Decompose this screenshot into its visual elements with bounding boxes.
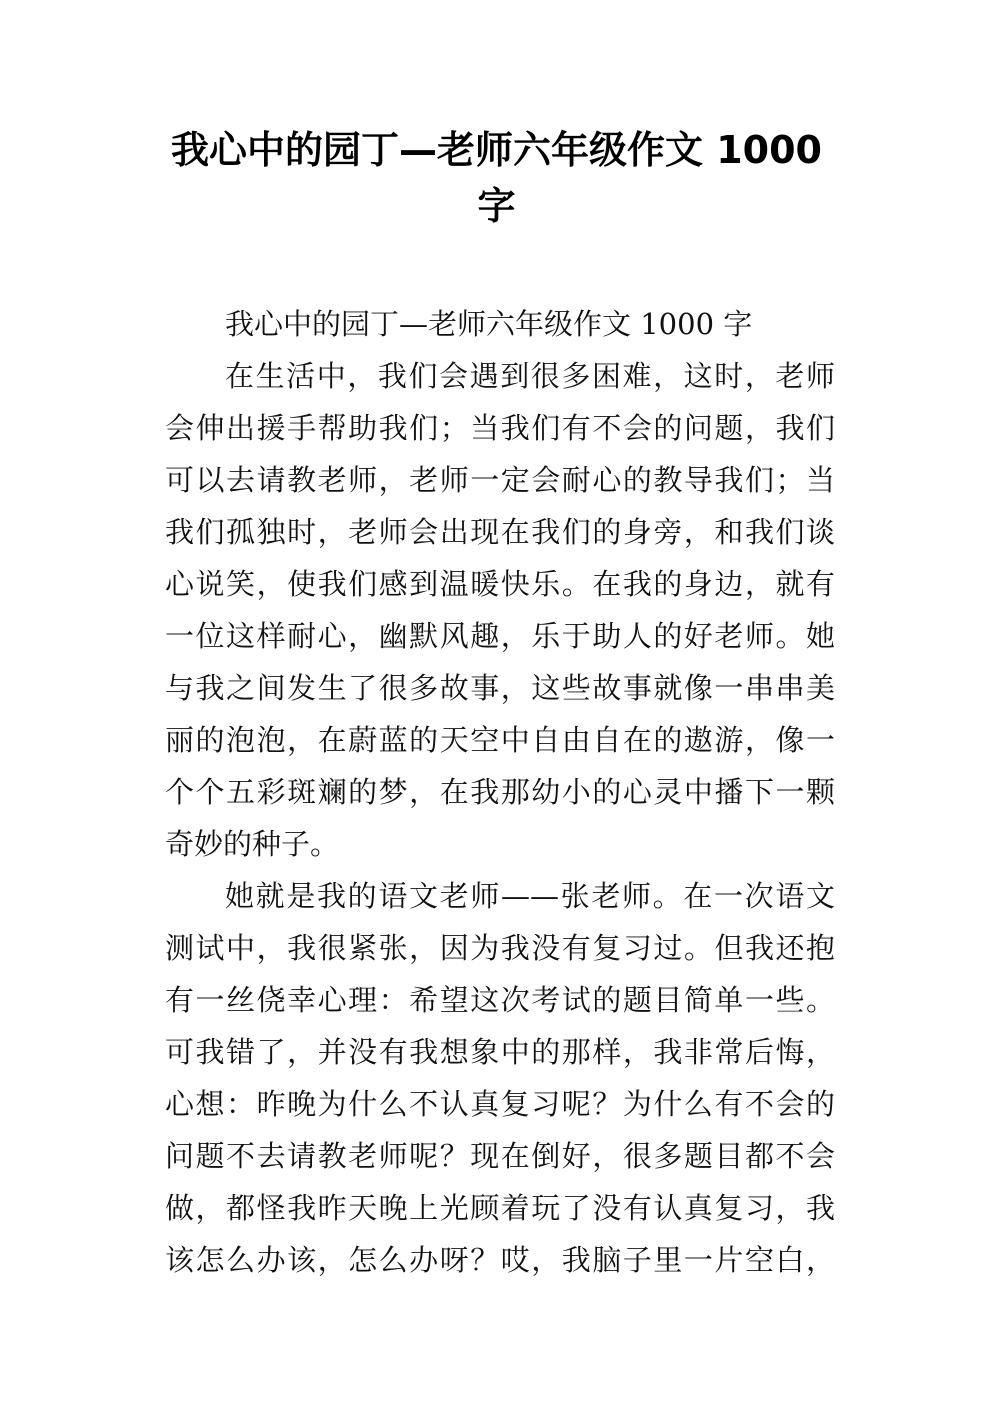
title-line-1: 我心中的园丁—老师六年级作文 1000 (171, 128, 822, 172)
body-line: 我心中的园丁—老师六年级作文 1000 字 (225, 307, 753, 341)
body-line: 在生活中，我们会遇到很多困难，这时，老师 (225, 359, 835, 393)
body-line: 该怎么办该，怎么办呀？哎，我脑子里一片空白， (165, 1243, 835, 1277)
body-line: 会伸出援手帮助我们；当我们有不会的问题，我们 (165, 411, 835, 445)
body-line: 她就是我的语文老师——张老师。在一次语文 (225, 879, 835, 913)
body-line: 心想：昨晚为什么不认真复习呢？为什么有不会的 (165, 1087, 835, 1121)
body-line: 心说笑，使我们感到温暖快乐。在我的身边，就有 (165, 567, 835, 601)
body-line: 有一丝侥幸心理：希望这次考试的题目简单一些。 (165, 983, 835, 1017)
body-line: 丽的泡泡，在蔚蓝的天空中自由自在的遨游，像一 (165, 723, 835, 757)
body-line: 个个五彩斑斓的梦，在我那幼小的心灵中播下一颗 (165, 775, 835, 809)
document-title (150, 122, 843, 234)
body-line: 我们孤独时，老师会出现在我们的身旁，和我们谈 (165, 515, 835, 549)
body-line: 可以去请教老师，老师一定会耐心的教导我们；当 (165, 463, 835, 497)
body-line: 做，都怪我昨天晚上光顾着玩了没有认真复习，我 (165, 1191, 835, 1225)
body-line: 一位这样耐心，幽默风趣，乐于助人的好老师。她 (165, 619, 835, 653)
document-body (165, 298, 835, 1286)
title-line-2: 字 (477, 184, 516, 228)
body-line: 可我错了，并没有我想象中的那样，我非常后悔， (165, 1035, 835, 1069)
body-line: 测试中，我很紧张，因为我没有复习过。但我还抱 (165, 931, 835, 965)
body-line: 奇妙的种子。 (165, 827, 340, 861)
body-line: 问题不去请教老师呢？现在倒好，很多题目都不会 (165, 1139, 835, 1173)
body-line: 与我之间发生了很多故事，这些故事就像一串串美 (165, 671, 835, 705)
